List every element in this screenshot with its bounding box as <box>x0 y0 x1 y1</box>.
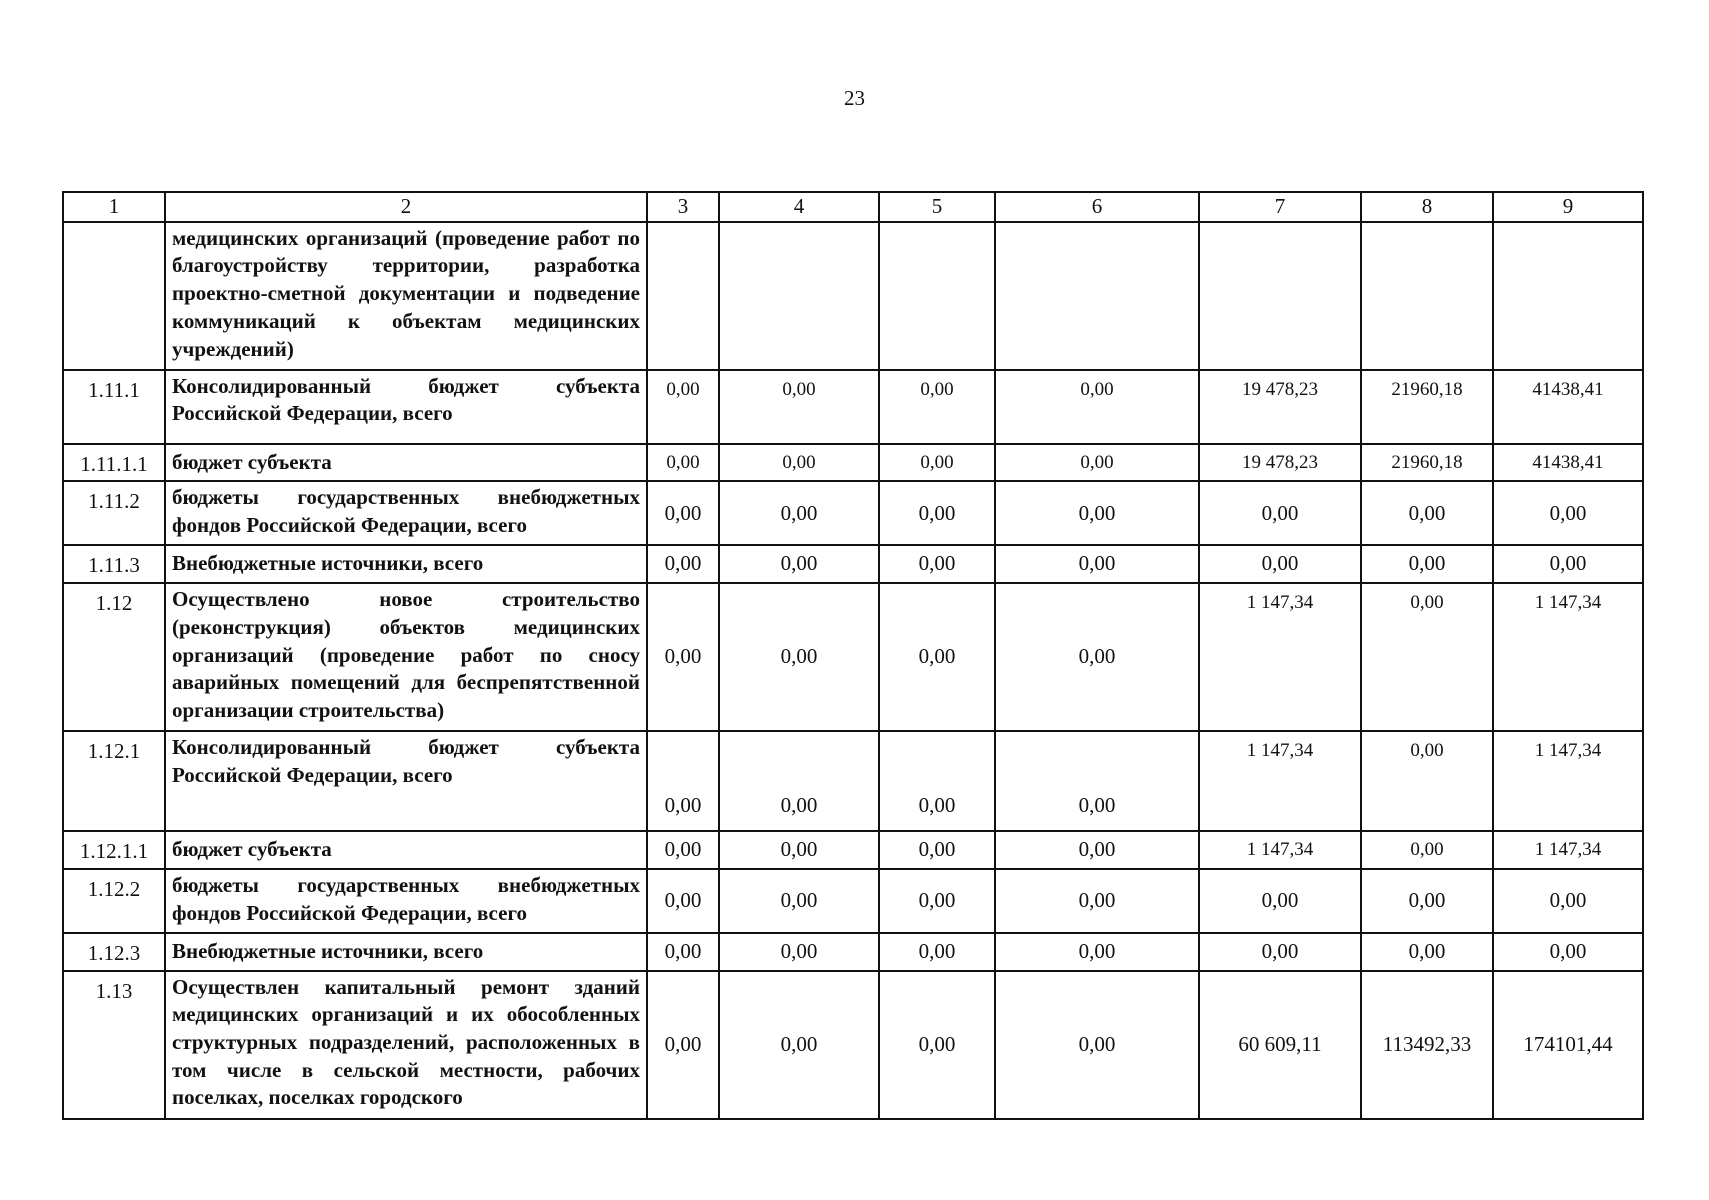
row-description: Внебюджетные источники, всего <box>165 933 647 971</box>
cell-col-5: 0,00 <box>879 869 995 933</box>
cell-col-9: 41438,41 <box>1493 370 1643 444</box>
cell-col-4: 0,00 <box>719 933 879 971</box>
cell-col-3: 0,00 <box>647 583 719 731</box>
cell-col-6 <box>995 222 1199 370</box>
cell-col-6: 0,00 <box>995 545 1199 583</box>
table-row <box>63 831 1643 869</box>
cell-col-4: 0,00 <box>719 444 879 482</box>
cell-col-6: 0,00 <box>995 370 1199 444</box>
row-code: 1.11.1.1 <box>63 444 165 482</box>
table-row <box>63 444 1643 482</box>
cell-col-9: 0,00 <box>1493 869 1643 933</box>
cell-col-5: 0,00 <box>879 481 995 545</box>
table-row <box>63 222 1643 370</box>
budget-table <box>62 191 1644 1120</box>
row-description: бюджеты государственных внебюджетных фондов Российской Федерации, всего <box>165 481 647 545</box>
cell-col-4: 0,00 <box>719 831 879 869</box>
cell-col-3: 0,00 <box>647 545 719 583</box>
table-row <box>63 545 1643 583</box>
table-row <box>63 971 1643 1119</box>
column-number: 7 <box>1199 192 1361 222</box>
row-code: 1.12.1 <box>63 731 165 831</box>
row-description: Консолидированный бюджет субъекта Российской Федерации, всего <box>165 731 647 831</box>
row-code: 1.12 <box>63 583 165 731</box>
cell-col-5: 0,00 <box>879 583 995 731</box>
cell-col-9 <box>1493 222 1643 370</box>
table-row <box>63 370 1643 444</box>
cell-col-8: 0,00 <box>1361 583 1493 731</box>
row-code: 1.12.2 <box>63 869 165 933</box>
cell-col-8: 21960,18 <box>1361 370 1493 444</box>
row-code: 1.12.3 <box>63 933 165 971</box>
cell-col-3: 0,00 <box>647 933 719 971</box>
cell-col-7: 19 478,23 <box>1199 370 1361 444</box>
page-number: 23 <box>844 86 865 110</box>
cell-col-3: 0,00 <box>647 731 719 831</box>
cell-col-9: 0,00 <box>1493 933 1643 971</box>
column-number: 5 <box>879 192 995 222</box>
cell-col-4: 0,00 <box>719 370 879 444</box>
column-number-row <box>63 192 1643 222</box>
cell-col-3: 0,00 <box>647 481 719 545</box>
cell-col-5: 0,00 <box>879 933 995 971</box>
cell-col-3: 0,00 <box>647 831 719 869</box>
cell-col-5: 0,00 <box>879 731 995 831</box>
cell-col-7: 0,00 <box>1199 869 1361 933</box>
cell-col-7: 0,00 <box>1199 481 1361 545</box>
row-description: бюджет субъекта <box>165 831 647 869</box>
cell-col-9: 0,00 <box>1493 481 1643 545</box>
row-code <box>63 222 165 370</box>
cell-col-5: 0,00 <box>879 545 995 583</box>
cell-col-7: 1 147,34 <box>1199 831 1361 869</box>
row-description: бюджет субъекта <box>165 444 647 482</box>
column-number: 9 <box>1493 192 1643 222</box>
cell-col-4: 0,00 <box>719 481 879 545</box>
cell-col-3 <box>647 222 719 370</box>
cell-col-7: 19 478,23 <box>1199 444 1361 482</box>
cell-col-9: 41438,41 <box>1493 444 1643 482</box>
cell-col-8: 0,00 <box>1361 831 1493 869</box>
cell-col-8: 0,00 <box>1361 933 1493 971</box>
cell-col-5: 0,00 <box>879 444 995 482</box>
row-code: 1.11.1 <box>63 370 165 444</box>
cell-col-8: 0,00 <box>1361 545 1493 583</box>
row-description: Внебюджетные источники, всего <box>165 545 647 583</box>
table-row <box>63 731 1643 831</box>
cell-col-4: 0,00 <box>719 545 879 583</box>
cell-col-7: 0,00 <box>1199 545 1361 583</box>
cell-col-6: 0,00 <box>995 731 1199 831</box>
cell-col-3: 0,00 <box>647 971 719 1119</box>
row-description: Осуществлен капитальный ремонт зданий медицинских организаций и их обособленных структурных подразделений, расположенных в том числе в сельской местности, рабочих поселках, поселках городского <box>165 971 647 1119</box>
cell-col-6: 0,00 <box>995 481 1199 545</box>
cell-col-6: 0,00 <box>995 971 1199 1119</box>
row-description: медицинских организаций (проведение работ по благоустройству территории, разработка проектно-сметной документации и подведение коммуникаций к объектам медицинских учреждений) <box>165 222 647 370</box>
row-code: 1.13 <box>63 971 165 1119</box>
cell-col-4: 0,00 <box>719 731 879 831</box>
cell-col-8: 21960,18 <box>1361 444 1493 482</box>
cell-col-9: 174101,44 <box>1493 971 1643 1119</box>
row-description: бюджеты государственных внебюджетных фондов Российской Федерации, всего <box>165 869 647 933</box>
column-number: 1 <box>63 192 165 222</box>
cell-col-9: 1 147,34 <box>1493 731 1643 831</box>
column-number: 6 <box>995 192 1199 222</box>
cell-col-7: 60 609,11 <box>1199 971 1361 1119</box>
cell-col-6: 0,00 <box>995 869 1199 933</box>
cell-col-6: 0,00 <box>995 933 1199 971</box>
cell-col-7: 1 147,34 <box>1199 731 1361 831</box>
column-number: 3 <box>647 192 719 222</box>
cell-col-6: 0,00 <box>995 444 1199 482</box>
cell-col-3: 0,00 <box>647 444 719 482</box>
cell-col-3: 0,00 <box>647 869 719 933</box>
cell-col-5 <box>879 222 995 370</box>
cell-col-5: 0,00 <box>879 831 995 869</box>
row-code: 1.12.1.1 <box>63 831 165 869</box>
table-row <box>63 583 1643 731</box>
cell-col-4: 0,00 <box>719 583 879 731</box>
row-code: 1.11.3 <box>63 545 165 583</box>
cell-col-4: 0,00 <box>719 869 879 933</box>
cell-col-8: 0,00 <box>1361 481 1493 545</box>
cell-col-7: 0,00 <box>1199 933 1361 971</box>
cell-col-6: 0,00 <box>995 831 1199 869</box>
cell-col-8: 0,00 <box>1361 731 1493 831</box>
cell-col-3: 0,00 <box>647 370 719 444</box>
cell-col-5: 0,00 <box>879 971 995 1119</box>
cell-col-9: 1 147,34 <box>1493 831 1643 869</box>
row-description: Осуществлено новое строительство (реконструкция) объектов медицинских организаций (проведение работ по сносу аварийных помещений для беспрепятственной организации строительства) <box>165 583 647 731</box>
cell-col-7: 1 147,34 <box>1199 583 1361 731</box>
row-description: Консолидированный бюджет субъекта Российской Федерации, всего <box>165 370 647 444</box>
table-row <box>63 481 1643 545</box>
cell-col-4: 0,00 <box>719 971 879 1119</box>
cell-col-7 <box>1199 222 1361 370</box>
row-code: 1.11.2 <box>63 481 165 545</box>
cell-col-5: 0,00 <box>879 370 995 444</box>
cell-col-9: 0,00 <box>1493 545 1643 583</box>
cell-col-6: 0,00 <box>995 583 1199 731</box>
table-row <box>63 869 1643 933</box>
cell-col-8 <box>1361 222 1493 370</box>
cell-col-9: 1 147,34 <box>1493 583 1643 731</box>
table-row <box>63 933 1643 971</box>
column-number: 8 <box>1361 192 1493 222</box>
column-number: 4 <box>719 192 879 222</box>
cell-col-8: 0,00 <box>1361 869 1493 933</box>
column-number: 2 <box>165 192 647 222</box>
cell-col-8: 113492,33 <box>1361 971 1493 1119</box>
cell-col-4 <box>719 222 879 370</box>
